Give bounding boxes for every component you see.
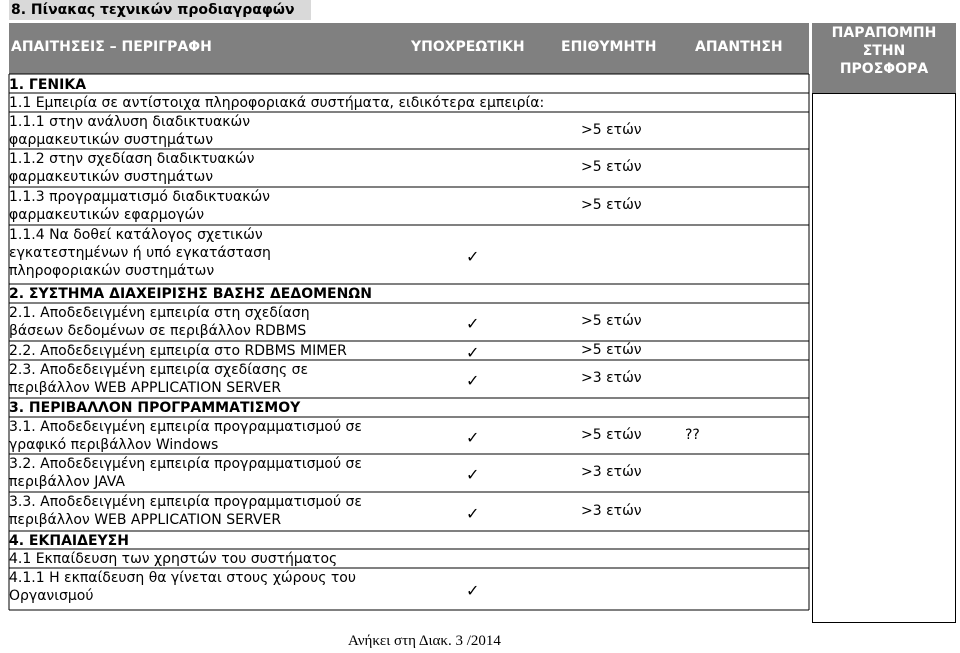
requirement-text: 3.2. Αποδεδειγμένη εμπειρία προγραμματισμού σε (9, 456, 362, 472)
header-desirable: ΕΠΙΘΥΜΗΤΗ (561, 39, 657, 55)
section-title: 4. ΕΚΠΑΙΔΕΥΣΗ (9, 533, 129, 549)
requirement-text: γραφικό περιβάλλον Windows (9, 437, 219, 453)
section-title: 2. ΣΥΣΤΗΜΑ ΔΙΑΧΕΙΡΙΣΗΣ ΒΑΣΗΣ ΔΕΔΟΜΕΝΩΝ (9, 286, 372, 302)
requirement-text: 1.1.1 στην ανάλυση διαδικτυακών (9, 114, 251, 130)
desirable-value: >3 ετών (581, 464, 642, 480)
requirement-text: φαρμακευτικών εφαρμογών (9, 207, 205, 223)
requirement-text: 1.1.4 Να δοθεί κατάλογος σχετικών (9, 227, 263, 243)
section-title: 1. ΓΕΝΙΚΑ (9, 77, 87, 93)
requirement-text: βάσεων δεδομένων σε περιβάλλον RDBMS (9, 323, 307, 339)
requirement-text: 1.1 Εμπειρία σε αντίστοιχα πληροφοριακά συστήματα, ειδικότερα εμπειρία: (9, 95, 545, 111)
page-footer: Ανήκει στη Διακ. 3 /2014 (348, 633, 501, 649)
requirement-text: περιβάλλον JAVA (9, 474, 126, 490)
table-header (0, 23, 960, 93)
mandatory-check-icon: ✓ (466, 342, 480, 362)
desirable-value: >3 ετών (581, 502, 642, 519)
header-reference-line: ΠΡΟΣΦΟΡΑ (839, 61, 929, 77)
desirable-value: >5 ετών (581, 197, 642, 213)
mandatory-check-icon: ✓ (466, 465, 480, 484)
requirement-text: περιβάλλον WEB APPLICATION SERVER (9, 380, 282, 396)
requirement-text: περιβάλλον WEB APPLICATION SERVER (9, 512, 282, 528)
requirement-text: 4.1 Εκπαίδευση των χρηστών του συστήματος (9, 551, 338, 567)
desirable-value: >5 ετών (581, 159, 642, 175)
header-mandatory: ΥΠΟΧΡΕΩΤΙΚΗ (411, 39, 525, 55)
desirable-value: >5 ετών (581, 426, 642, 443)
section-heading: 8. Πίνακας τεχνικών προδιαγραφών (9, 0, 311, 20)
mandatory-check-icon: ✓ (466, 581, 480, 600)
reference-column (812, 93, 956, 623)
desirable-value: >5 ετών (581, 121, 642, 138)
section-title: 3. ΠΕΡΙΒΑΛΛΟΝ ΠΡΟΓΡΑΜΜΑΤΙΣΜΟΥ (9, 400, 301, 416)
header-answer: ΑΠΑΝΤΗΣΗ (695, 39, 783, 55)
requirement-text: 2.3. Αποδεδειγμένη εμπειρία σχεδίασης σε (9, 362, 309, 378)
requirement-text: 2.1. Αποδεδειγμένη εμπειρία στη σχεδίαση (9, 305, 310, 321)
mandatory-check-icon: ✓ (466, 314, 480, 333)
desirable-value: >5 ετών (581, 313, 642, 329)
requirement-text: Οργανισμού (9, 588, 94, 604)
header-reference (812, 23, 956, 93)
header-reference-line: ΠΑΡΑΠΟΜΠΗ (831, 25, 937, 41)
requirement-text: εγκατεστημένων ή υπό εγκατάσταση (9, 245, 271, 261)
answer-value: ?? (685, 426, 700, 443)
requirement-text: 1.1.3 προγραμματισμό διαδικτυακών (9, 189, 270, 205)
header-reference-line: ΣΤΗΝ (862, 43, 906, 59)
requirement-text: πληροφοριακών συστημάτων (9, 263, 215, 279)
mandatory-check-icon: ✓ (466, 503, 480, 523)
header-requirement: ΑΠΑΙΤΗΣΕΙΣ – ΠΕΡΙΓΡΑΦΗ (11, 39, 212, 55)
requirement-text: 2.2. Αποδεδειγμένη εμπειρία στο RDBMS MIMER (9, 343, 347, 359)
requirement-text: φαρμακευτικών συστημάτων (9, 169, 214, 185)
mandatory-check-icon: ✓ (466, 371, 480, 390)
requirement-text: φαρμακευτικών συστημάτων (9, 132, 214, 148)
desirable-value: >5 ετών (581, 341, 642, 358)
mandatory-check-icon: ✓ (466, 246, 480, 266)
requirement-text: 1.1.2 στην σχεδίαση διαδικτυακών (9, 151, 255, 167)
desirable-value: >3 ετών (581, 370, 642, 386)
requirement-text: 3.3. Αποδεδειγμένη εμπειρία προγραμματισμού σε (9, 494, 362, 510)
requirement-text: 4.1.1 Η εκπαίδευση θα γίνεται στους χώρους του (9, 570, 356, 586)
requirement-text: 3.1. Αποδεδειγμένη εμπειρία προγραμματισμού σε (9, 419, 362, 435)
mandatory-check-icon: ✓ (466, 427, 480, 447)
